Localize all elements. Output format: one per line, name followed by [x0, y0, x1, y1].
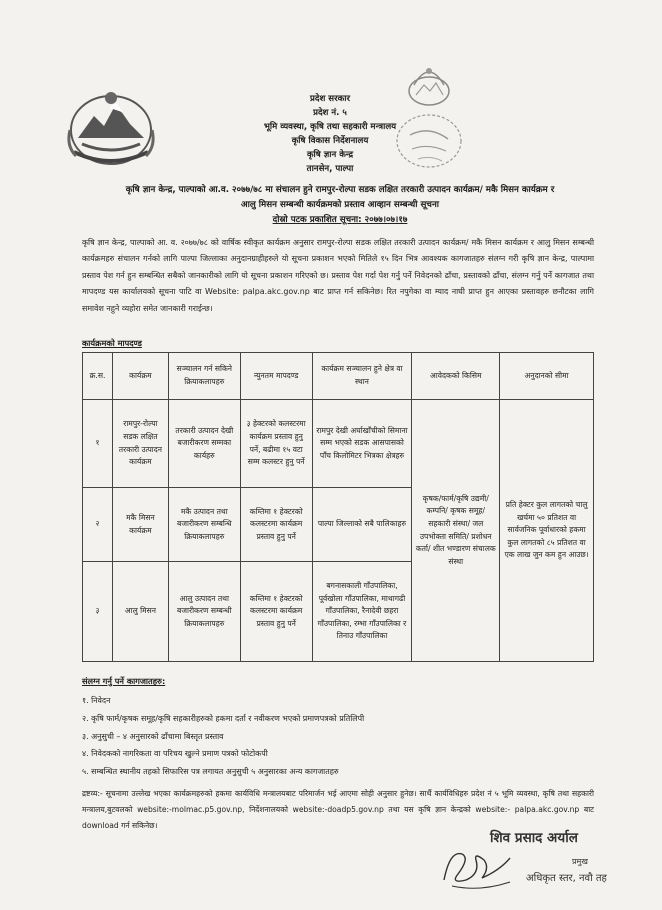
notice-title [80, 183, 600, 228]
header-line: प्रदेश नं. ५ [313, 108, 347, 118]
list-item: १. निवेदन [82, 696, 111, 705]
notice-body: कृषि ज्ञान केन्द्र, पाल्पाको आ. व. २०७७/७८ को वार्षिक स्वीकृत कार्यक्रम अनुसार रामपुर-रोल्पा सडक लक्षित तरकारी उत्पादन कार्यक्रम/ मकै मिसन कार्यक्रम र आलु मिसन सम्बन्धी कार्यक्रमहरु संचालन गर्नको लागि पाल्पा जिल्लाका अनुदानग्राहीहरुले यो सूचना प्रकाशन भएको मितिले १५ दिन भित्र आवश्यक कागजातहरु संलग्न गरी कृषि ज्ञान केन्द्र, पाल्पामा प्रस्ताव पेश गर्न हुन सम्बन्धित सबैको जानकारीको लागि यो सूचना प्रकाशन गरिएको छ। प्रस्ताव पेश गर्दा पेश गर्नु पर्ने निवेदनको ढाँचा, प्रस्तावको ढाँचा, संलग्न गर्नु पर्ने कागजात तथा मापदण्ड यस कार्यालयको सूचना पाटि वा Website: palpa.akc.gov.np बाट प्राप्त गर्न सकिनेछ। रित नपुगेका वा म्याद नाघी प्राप्त हुन आएका प्रस्तावहरु छनौटका लागि समावेश नहुने व्यहोरा समेत जानकारी गराईन्छ। [82, 238, 594, 313]
list-item: ४. निवेदकको नागरिकता वा परिचय खुल्ने प्रमाण पत्रको फोटोकपी [82, 749, 268, 759]
signatory-role: प्रमुख [572, 857, 588, 866]
office-header [180, 92, 480, 176]
activities-cell: आलु उत्पादन तथा बजारीकरण सम्बन्धी क्रियाकलापहरु [168, 562, 240, 662]
header-cell: क्र.स. [83, 353, 113, 400]
signatory-title: अधिकृत स्तर, नवौ तह [526, 873, 607, 884]
area-cell: बगनासकाली गाँउपालिका, पूर्वखोला गाँउपालिका, माथागढी गाँउपालिका, रैनादेवी छहरा गाँउपालिका, रम्भा गाँउपालिका र तिनाउ गाँउपालिका [312, 562, 412, 662]
criteria-heading: कार्यक्रमको मापदण्ड [82, 338, 142, 348]
signatory-name: शिव प्रसाद अर्याल [490, 830, 578, 846]
header-line: भूमि व्यवस्था, कृषि तथा सहकारी मन्त्रालय [263, 122, 397, 132]
title-line-1: कृषि ज्ञान केन्द्र, पाल्पाको आ.व. २०७७/७८ मा संचालन हुने रामपुर-रोल्पा सडक लक्षित तरकारी उत्पादन कार्यक्रम/ मकै मिसन कार्यक्रम र [125, 185, 555, 195]
criteria-cell: कम्तिमा १ हेक्टरको कलस्टरमा कार्यक्रम प्रस्ताव हुनु पर्ने [240, 488, 312, 562]
serial-cell: ३ [83, 562, 113, 662]
table-header-row [83, 353, 594, 400]
header-cell: कार्यक्रम [112, 353, 168, 400]
header-line: कृषि ज्ञान केन्द्र [306, 150, 354, 160]
criteria-table [82, 352, 594, 662]
area-cell: पाल्पा जिल्लाको सबै पालिकाहरु [312, 488, 412, 562]
grant-limit-cell: प्रति हेक्टर कुल लागतको चालु खर्चमा ५० प्रतिशत वा सार्वजनिक पूर्वाधारको हकमा कुल लागतको ८५ प्रतिशत वा एक लाख जुन कम हुन आउछ। [500, 400, 594, 662]
header-cell: आवेदकको किसिम [412, 353, 500, 400]
header-line: तानसेन, पाल्पा [306, 164, 354, 174]
criteria-cell: कम्तिमा १ हेक्टरको कलस्टरमा कार्यक्रम प्रस्ताव हुनु पर्ने [240, 562, 312, 662]
program-cell: मकै मिसन कार्यक्रम [112, 488, 168, 562]
applicant-type-cell: कृषक/फार्म/कृषि उद्यमी/कम्पनि/ कृषक समूह/ सहकारी संस्था/ जल उपभोक्ता समिति/ प्रशोधन कर्ता/ शीत भण्डारण संचालक संस्था [412, 400, 500, 662]
header-cell: न्युनतम मापदण्ड [240, 353, 312, 400]
activities-cell: मकै उत्पादन तथा बजारीकरण सम्बन्धि क्रियाकलापहरु [168, 488, 240, 562]
area-cell: रामपुर देखी अर्घाखाँचीको सिमाना सम्म भएको सडक आसपासको पाँच किलोमिटर भित्रका क्षेत्रहरु [312, 400, 412, 488]
documents-heading: संलग्न गर्नु पर्ने कागजातहरु: [82, 676, 166, 686]
header-cell: सञ्चालन गर्न सकिने क्रियाकलापहरु [168, 353, 240, 400]
header-cell: अनुदानको सीमा [500, 353, 594, 400]
nepal-emblem-icon [64, 86, 158, 170]
header-cell: कार्यक्रम सञ्चालन हुने क्षेत्र वा स्थान [312, 353, 412, 400]
list-item: ५. सम्बन्धित स्थानीय तहको सिफारिस पत्र लगायत अनुसुची ५ अनुसारका अन्य कागजातहरु [82, 767, 339, 777]
serial-cell: १ [83, 400, 113, 488]
title-line-2: आलु मिसन सम्बन्धी कार्यक्रमको प्रस्ताव आव्हान सम्बन्धी सूचना [240, 200, 440, 210]
list-item: ३. अनुसुची – ४ अनुसारको ढाँचामा बिस्तृत प्रस्ताव [82, 731, 224, 741]
publication-date: दोस्रो पटक प्रकाशित सूचना: २०७७।०७।१७ [272, 215, 408, 225]
activities-cell: तरकारी उत्पादन देखी बजारीकरण सम्मका कार्यहरु [168, 400, 240, 488]
header-line: प्रदेश सरकार [310, 94, 350, 104]
program-cell: रामपुर-रोल्पा सडक लक्षित तरकारी उत्पादन कार्यक्रम [112, 400, 168, 488]
serial-cell: २ [83, 488, 113, 562]
table-row [83, 400, 594, 488]
documents-list [82, 692, 364, 781]
program-cell: आलु मिसन [112, 562, 168, 662]
header-line: कृषि विकास निर्देशनालय [291, 136, 369, 146]
note-paragraph: द्रष्टव्य:- सूचनामा उल्लेख भएका कार्यक्रमहरुको हकमा कार्यविधि मन्त्रालयबाट परिमार्जन भई आएमा सोही अनुसार हुनेछ। सार्थै कार्यविधिहरु प्रदेश नं ५ भूमि व्यवस्था, कृषि तथा सहकारी मन्त्रालय,बुटवलको website:-molmac.p5.gov.np, निर्देशनालयको website:-doadp5.gov.np तथा यस कृषि ज्ञान केन्द्रको website:- palpa.akc.gov.np बाट download गर्न सकिनेछ। [82, 789, 594, 830]
criteria-cell: ३ हेक्टरको कलस्टरमा कार्यक्रम प्रस्ताव हुनु पर्ने, बढीमा १५ वटा सम्म कलस्टर हुनु पर्ने [240, 400, 312, 488]
list-item: २. कृषि फार्म/कृषक समूह/कृषि सहकारीहरुको हकमा दर्ता र नवीकरण भएको प्रमाणपत्रको प्रतिलिपी [82, 713, 365, 723]
